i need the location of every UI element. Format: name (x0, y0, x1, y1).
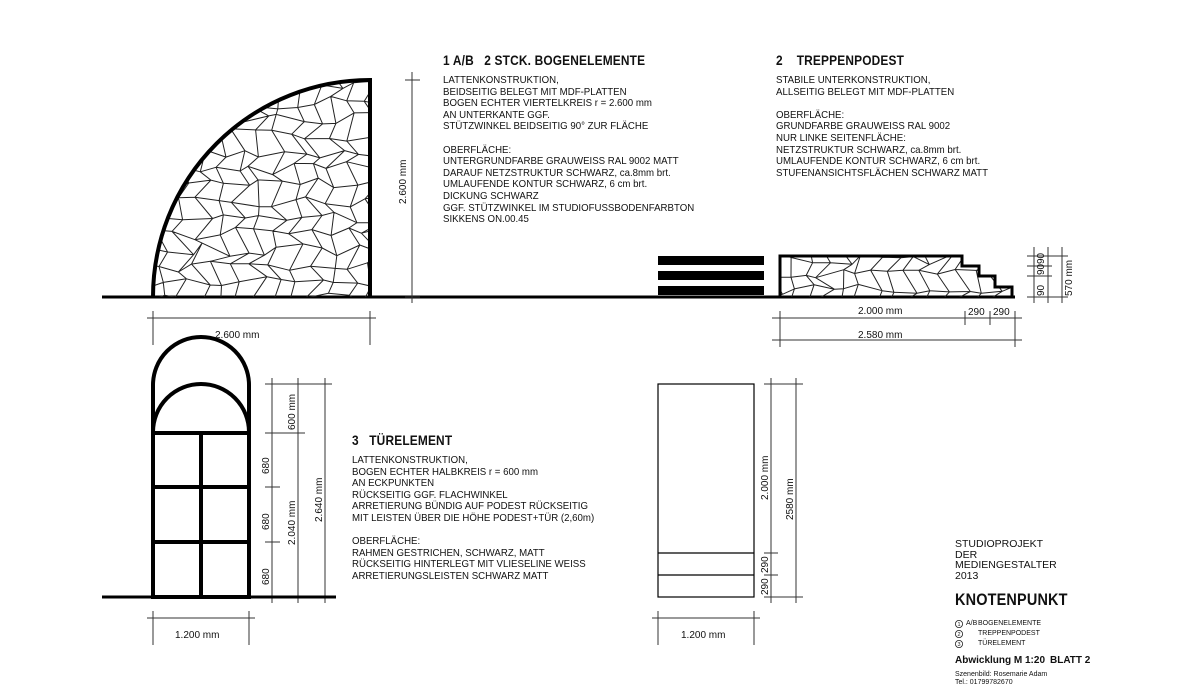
text-line: STABILE UNTERKONSTRUKTION, (776, 74, 931, 86)
podest-height-dimlines (1027, 247, 1068, 303)
arc-section-text (443, 75, 694, 226)
podest-element (767, 239, 1056, 323)
door-panel-1-label: 680 (261, 457, 272, 474)
text-line: BEIDSEITIG BELEGT MIT MDF-PLATTEN (443, 85, 627, 98)
text-line: STÜTZWINKEL BEIDSEITIG 90° ZUR FLÄCHE (443, 120, 649, 133)
rear-panel (658, 384, 754, 597)
text-line: LATTENKONSTRUKTION, (443, 74, 559, 86)
arc-element (134, 64, 420, 305)
door-arch-label: 600 mm (287, 393, 298, 430)
rear-step-2-label: 290 (760, 578, 771, 595)
text-line: OBERFLÄCHE: (776, 108, 845, 121)
text-line: RAHMEN GESTRICHEN, SCHWARZ, MATT (352, 546, 545, 559)
podest-section-title: TREPPENPODEST (796, 52, 905, 68)
podest-section-text (776, 75, 988, 179)
project-line: STUDIOPROJEKT (955, 538, 1044, 550)
legend-item (966, 629, 1041, 639)
scale-label: Abwicklung M 1:20 (955, 655, 1046, 666)
podest-step-2-label: 290 (993, 307, 1010, 318)
legend-suffix: A/B (966, 620, 978, 627)
legend-label: TREPPENPODEST (978, 630, 1040, 637)
legend-label: BOGENELEMENTE (978, 620, 1042, 627)
project-line: DER (955, 548, 978, 561)
text-line: UNTERGRUNDFARBE GRAUWEISS RAL 9002 MATT (443, 155, 679, 168)
arc-width-label: 2.600 mm (215, 330, 260, 341)
legend-num-1: 1 (957, 622, 961, 628)
legend (966, 619, 1041, 649)
door-total-label: 2.640 mm (314, 477, 325, 522)
rear-total-label: 2580 mm (785, 478, 796, 520)
rear-width-label: 1.200 mm (681, 630, 726, 641)
text-line: UMLAUFENDE KONTUR SCHWARZ, 6 cm brt. (443, 178, 648, 191)
text-line (443, 133, 694, 145)
rear-height-label: 2.000 mm (760, 455, 771, 500)
legend-label: TÜRELEMENT (978, 640, 1026, 647)
text-line: MIT LEISTEN ÜBER DIE HÖHE PODEST+TÜR (2,60m) (352, 511, 595, 524)
text-line: OBERFLÄCHE: (352, 535, 421, 548)
text-line: AN ECKPUNKTEN (352, 477, 435, 490)
step-stack (658, 256, 764, 295)
podest-total-width-label: 2.580 mm (858, 330, 903, 341)
text-line: STUFENANSICHTSFLÄCHEN SCHWARZ MATT (776, 166, 988, 179)
text-line: ARRETIERUNG BÜNDIG AUF PODEST RÜCKSEITIG (352, 500, 588, 513)
project-line: MEDIENGESTALTER (955, 559, 1057, 572)
podest-step-h3-label: 90 (1036, 252, 1047, 264)
legend-item (966, 639, 1041, 649)
text-line: UMLAUFENDE KONTUR SCHWARZ, 6 cm brt. (776, 155, 981, 168)
project-line: 2013 (955, 569, 979, 582)
text-line: RÜCKSEITIG HINTERLEGT MIT VLIESELINE WEISS (352, 558, 586, 571)
podest-step-h2-label: 90 (1036, 263, 1047, 275)
text-line: NETZSTRUKTUR SCHWARZ, ca.8mm brt. (776, 143, 962, 156)
sheet-label: BLATT 2 (1050, 655, 1091, 666)
text-line: GGF. STÜTZWINKEL IM STUDIOFUSSBODENFARBTON (443, 201, 695, 214)
credit-line: Szenenbild: Rosemarie Adam (955, 671, 1048, 678)
door-width-label: 1.200 mm (175, 630, 220, 641)
arc-section-title: 2 STCK. BOGENELEMENTE (484, 52, 646, 68)
arc-section-heading (443, 52, 645, 68)
legend-num-2: 2 (957, 632, 961, 638)
phone-line: Tel.: 01799782670 (955, 679, 1013, 686)
credit-block (955, 671, 1047, 687)
project-name (955, 539, 1057, 581)
podest-step-1-label: 290 (968, 307, 985, 318)
text-line: ARRETIERUNGSLEISTEN SCHWARZ MATT (352, 569, 549, 582)
text-line: ALLSEITIG BELEGT MIT MDF-PLATTEN (776, 85, 955, 98)
podest-width-label: 2.000 mm (858, 306, 903, 317)
text-line: DICKUNG SCHWARZ (443, 189, 539, 202)
text-line: AN UNTERKANTE GGF. (443, 108, 550, 121)
text-line: BOGEN ECHTER HALBKREIS r = 600 mm (352, 465, 539, 478)
text-line: LATTENKONSTRUKTION, (352, 454, 468, 466)
drawing-title: KNOTENPUNKT (955, 590, 1068, 609)
podest-step-h1-label: 90 (1036, 284, 1047, 296)
net-lines (767, 239, 1056, 323)
podest-section-heading (776, 52, 904, 68)
arc-section-number: 1 A/B (443, 52, 474, 68)
text-line: DARAUF NETZSTRUKTUR SCHWARZ, ca.8mm brt. (443, 166, 671, 179)
door-body-label: 2.040 mm (287, 500, 298, 545)
door-element (153, 337, 249, 597)
legend-num-3: 3 (957, 642, 961, 648)
door-panel-2-label: 680 (261, 513, 272, 530)
door-section-heading (352, 432, 452, 448)
door-panel-3-label: 680 (261, 568, 272, 585)
door-section-text (352, 455, 594, 583)
text-line: OBERFLÄCHE: (443, 143, 512, 156)
door-section-number: 3 (352, 432, 359, 448)
text-line: RÜCKSEITIG GGF. FLACHWINKEL (352, 488, 508, 501)
text-line: BOGEN ECHTER VIERTELKREIS r = 2.600 mm (443, 97, 652, 110)
text-line: GRUNDFARBE GRAUWEISS RAL 9002 (776, 120, 951, 133)
podest-section-number: 2 (776, 52, 783, 68)
door-section-title: TÜRELEMENT (369, 432, 453, 448)
rear-step-1-label: 290 (760, 556, 771, 573)
text-line: NUR LINKE SEITENFLÄCHE: (776, 131, 906, 144)
podest-height-label: 570 mm (1064, 259, 1075, 296)
text-line: SIKKENS ON.00.45 (443, 213, 529, 226)
arc-height-label: 2.600 mm (398, 159, 409, 204)
legend-item (966, 619, 1041, 629)
